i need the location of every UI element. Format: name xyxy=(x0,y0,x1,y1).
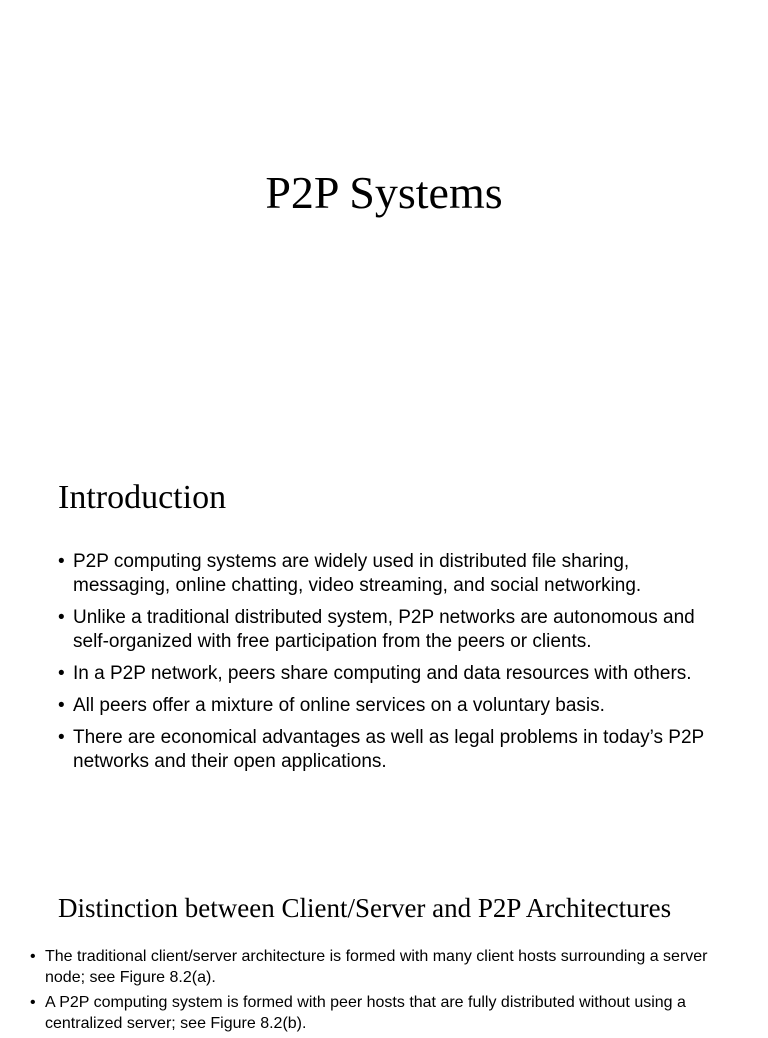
bullet-item xyxy=(58,694,718,718)
bullet-text: A P2P computing system is formed with peer hosts that are fully distributed without using a centralized server; see Figure 8.2(b). xyxy=(45,994,686,1032)
bullet-text: Unlike a traditional distributed system, P2P networks are autonomous and self-organized with free participation from the peers or clients. xyxy=(73,607,695,652)
bullet-text: The traditional client/server architecture is formed with many client hosts surrounding a server node; see Figure 8.2(a). xyxy=(45,948,708,986)
bullet-dot-icon: • xyxy=(30,948,36,965)
title-slide xyxy=(0,0,768,446)
bullet-dot-icon: • xyxy=(58,663,65,684)
bullet-item xyxy=(58,550,718,598)
bullet-dot-icon: • xyxy=(58,695,65,716)
bullet-text: There are economical advantages as well as legal problems in today’s P2P networks and their open applications. xyxy=(73,727,704,772)
distinction-slide xyxy=(0,866,768,1032)
distinction-bullet-list xyxy=(30,946,750,1038)
bullet-item xyxy=(58,606,718,654)
bullet-dot-icon: • xyxy=(58,551,65,572)
bullet-dot-icon: • xyxy=(58,727,65,748)
introduction-slide xyxy=(0,446,768,866)
bullet-item xyxy=(58,726,718,774)
bullet-item xyxy=(30,992,750,1034)
distinction-heading: Distinction between Client/Server and P2P Architectures xyxy=(58,893,672,923)
slide-title: P2P Systems xyxy=(265,167,503,218)
bullet-text: All peers offer a mixture of online services on a voluntary basis. xyxy=(73,695,605,716)
introduction-bullet-list xyxy=(58,550,718,782)
bullet-dot-icon: • xyxy=(58,607,65,628)
bullet-text: In a P2P network, peers share computing and data resources with others. xyxy=(73,663,692,684)
bullet-text: P2P computing systems are widely used in distributed file sharing, messaging, online chatting, video streaming, and social networking. xyxy=(73,551,642,596)
bullet-item xyxy=(58,662,718,686)
bullet-dot-icon: • xyxy=(30,994,36,1011)
introduction-heading: Introduction xyxy=(58,479,227,516)
bullet-item xyxy=(30,946,750,988)
